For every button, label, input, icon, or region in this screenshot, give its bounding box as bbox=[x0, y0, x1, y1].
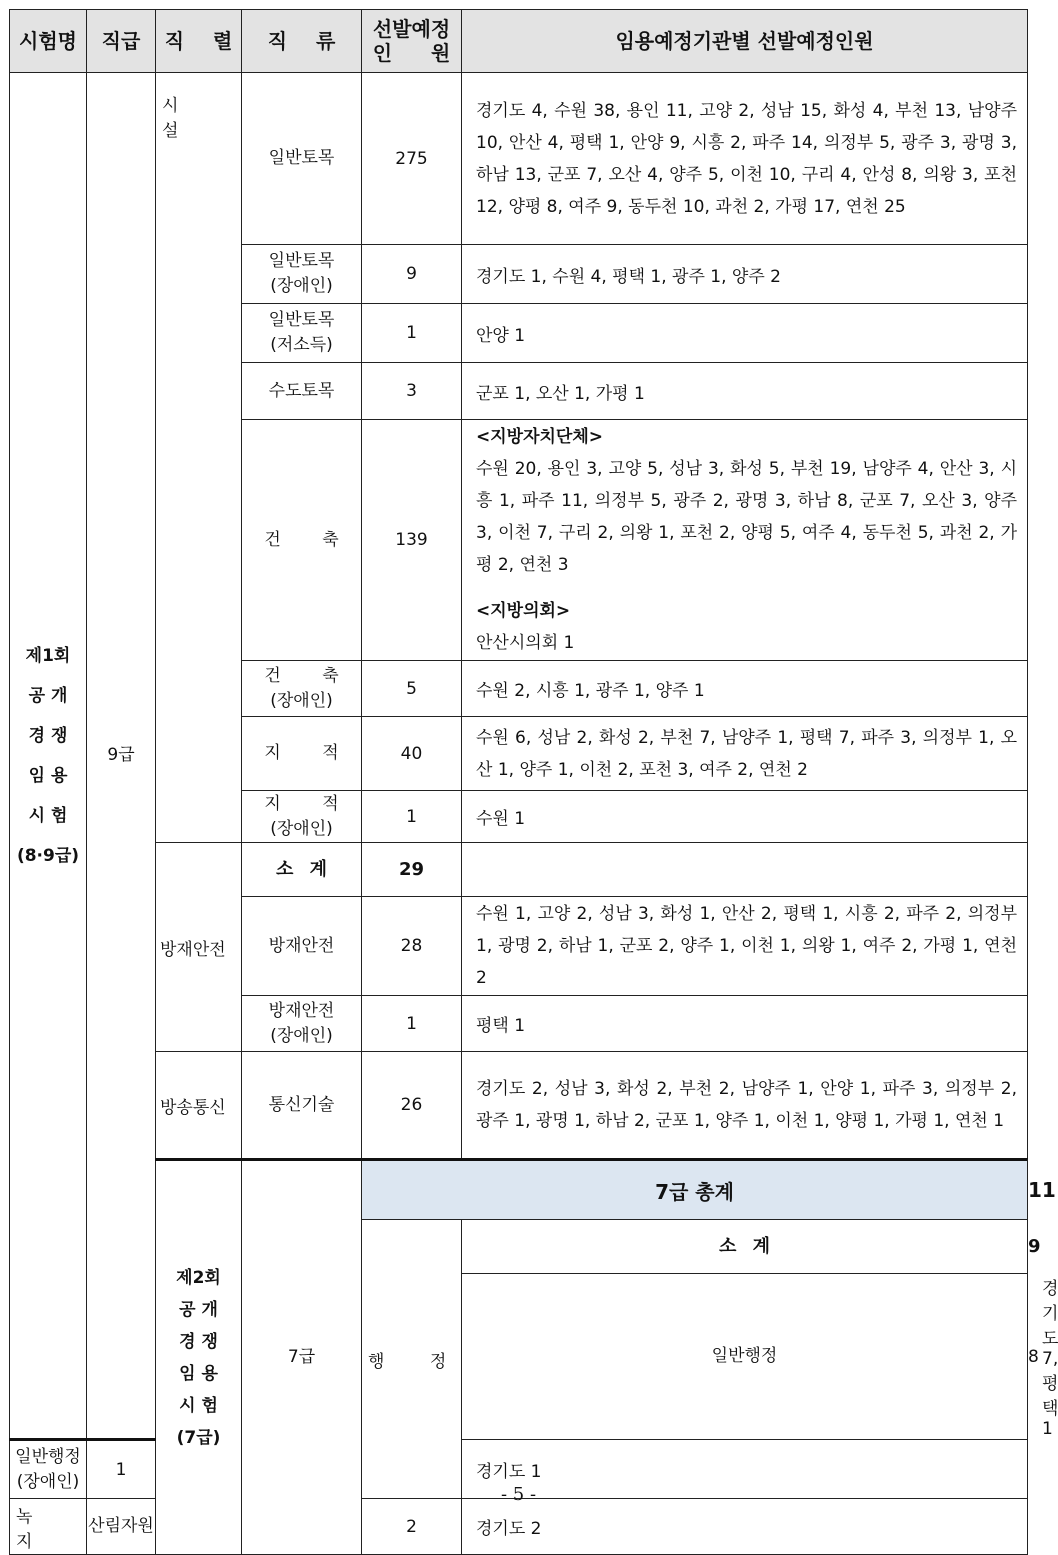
exam1-grade: 9급 bbox=[87, 73, 156, 1440]
civil-dis-name-1: 일반토목 bbox=[268, 251, 335, 271]
disaster-dis-name-1: 방재안전 bbox=[268, 1000, 335, 1021]
disaster-dis-name-2: (장애인) bbox=[270, 1025, 333, 1046]
arch-desc: 수원 20, 용인 3, 고양 5, 성남 3, 화성 5, 부천 19, 남양주 4, 안산 3, 시흥 1, 파주 11, 의정부 5, 광주 2, 광명 3, 하남 8, 군포 7, 오산 3, 양주 3, 이천 7, 구리 2, 의왕 1, 포천 2, 양평 5, 여주 4, 동두천 5, 과천 2, 가평 2, 연천 3 bbox=[476, 459, 1017, 575]
arch-heading-local: <지방자치단체> bbox=[476, 427, 604, 447]
exam2-label-6: (7급) bbox=[176, 1427, 221, 1448]
header-row bbox=[10, 10, 1028, 73]
row-civil bbox=[10, 73, 1028, 245]
exam1-label bbox=[10, 73, 87, 1440]
row-disaster-subtotal bbox=[10, 843, 1028, 897]
series-admin bbox=[362, 1220, 462, 1499]
exam2-label-2: 공 개 bbox=[179, 1299, 218, 1320]
survey-count: 40 bbox=[362, 717, 462, 791]
row-exam2-total: 제2회 공 개 경 쟁 임 용 시 험 (7급) 7급 7급 총계 11 bbox=[10, 1160, 1028, 1220]
water-desc: 군포 1, 오산 1, 가평 1 bbox=[462, 363, 1028, 420]
survey-dis-count: 1 bbox=[362, 791, 462, 843]
series-green bbox=[10, 1499, 87, 1555]
arch-heading-council: <지방의회> bbox=[476, 601, 571, 621]
disaster-dis-desc: 평택 1 bbox=[462, 996, 1028, 1052]
civil-dis-count: 9 bbox=[362, 245, 462, 304]
broadcast-count: 26 bbox=[362, 1052, 462, 1160]
exam2-total-label-text: 7급 총계 bbox=[655, 1179, 734, 1204]
survey-dis-name bbox=[242, 791, 362, 843]
arch-desc2: 안산시의회 1 bbox=[476, 633, 575, 653]
admin-name: 일반행정 bbox=[462, 1274, 1028, 1440]
series-disaster bbox=[156, 843, 242, 1052]
header-count-line2: 인 원 bbox=[372, 41, 451, 65]
broadcast-desc: 경기도 2, 성남 3, 화성 2, 부천 2, 남양주 1, 안양 1, 파주 3, 의정부 2, 광주 1, 광명 1, 하남 2, 군포 1, 양주 1, 이천 1, 양평 1, 가평 1, 연천 1 bbox=[462, 1052, 1028, 1160]
admin-dis-desc: 경기도 1 bbox=[462, 1440, 1028, 1499]
header-grade: 직급 bbox=[87, 10, 156, 73]
admin-dis-name-1: 일반행정 bbox=[15, 1446, 81, 1467]
disaster-subtotal-count: 29 bbox=[362, 843, 462, 897]
survey-dis-name-1: 지 적 bbox=[264, 793, 339, 814]
civil-dis-name-2: (장애인) bbox=[270, 276, 333, 296]
exam1-label-5: 시 험 bbox=[28, 805, 68, 826]
civil-desc: 경기도 4, 수원 38, 용인 11, 고양 2, 성남 15, 화성 4, 부천 13, 남양주 10, 안산 4, 평택 1, 안양 9, 시흥 2, 파주 14, 의정부 5, 광주 3, 광명 3, 하남 13, 군포 7, 오산 4, 양주 5, 이천 10, 구리 4, 안성 8, 의왕 3, 포천 12, 양평 8, 여주 9, 동두천 10, 과천 2, 가평 17, 연천 25 bbox=[462, 73, 1028, 245]
exam2-grade: 7급 bbox=[242, 1160, 362, 1555]
series-broadcast bbox=[156, 1052, 242, 1160]
disaster-desc: 수원 1, 고양 2, 성남 3, 화성 1, 안산 2, 평택 1, 시흥 2, 파주 2, 의정부 1, 광명 2, 하남 1, 군포 2, 양주 1, 이천 1, 의왕 1, 여주 2, 가평 1, 연천 2 bbox=[462, 897, 1028, 996]
survey-desc: 수원 6, 성남 2, 화성 2, 부천 7, 남양주 1, 평택 7, 파주 3, 의정부 1, 오산 1, 양주 1, 이천 2, 포천 3, 여주 2, 연천 2 bbox=[462, 717, 1028, 791]
civil-low-count: 1 bbox=[362, 304, 462, 363]
exam1-label-2: 공 개 bbox=[28, 685, 68, 706]
exam1-label-1: 제1회 bbox=[25, 645, 71, 666]
green-name: 산림자원 bbox=[87, 1499, 156, 1555]
water-name: 수도토목 bbox=[242, 363, 362, 420]
exam2-label-3: 경 쟁 bbox=[179, 1331, 218, 1352]
arch-dis-name-2: (장애인) bbox=[270, 690, 333, 711]
green-desc: 경기도 2 bbox=[462, 1499, 1028, 1555]
header-class: 직 류 bbox=[242, 10, 362, 73]
series-green-label: 녹 지 bbox=[16, 1506, 33, 1552]
exam1-label-6: (8·9급) bbox=[16, 845, 80, 866]
header-series: 직 렬 bbox=[156, 10, 242, 73]
disaster-dis-count: 1 bbox=[362, 996, 462, 1052]
recruitment-table bbox=[9, 9, 1058, 1555]
row-broadcast bbox=[10, 1052, 1028, 1160]
civil-dis-name bbox=[242, 245, 362, 304]
arch-count: 139 bbox=[362, 420, 462, 661]
series-disaster-label: 방재안전 bbox=[160, 939, 226, 960]
disaster-subtotal-label: 소 계 bbox=[242, 843, 362, 897]
survey-dis-name-2: (장애인) bbox=[270, 818, 333, 839]
row-admin: 일반행정 8 경기도 7, 평택 1 bbox=[10, 1274, 1028, 1440]
admin-dis-count: 1 bbox=[87, 1440, 156, 1499]
broadcast-name: 통신기술 bbox=[242, 1052, 362, 1160]
exam2-label-4: 임 용 bbox=[179, 1363, 218, 1384]
civil-dis-desc: 경기도 1, 수원 4, 평택 1, 광주 1, 양주 2 bbox=[462, 245, 1028, 304]
admin-subtotal-label: 소 계 bbox=[462, 1220, 1028, 1274]
civil-low-desc: 안양 1 bbox=[462, 304, 1028, 363]
disaster-dis-name bbox=[242, 996, 362, 1052]
civil-low-name bbox=[242, 304, 362, 363]
header-count-line1: 선발예정 bbox=[372, 17, 451, 41]
series-facility bbox=[156, 73, 242, 843]
page-number: - 5 - bbox=[500, 1484, 537, 1505]
survey-name: 지 적 bbox=[242, 717, 362, 791]
arch-dis-desc: 수원 2, 시흥 1, 광주 1, 양주 1 bbox=[462, 661, 1028, 717]
civil-low-name-1: 일반토목 bbox=[268, 310, 335, 330]
survey-dis-desc: 수원 1 bbox=[462, 791, 1028, 843]
exam2-total-label bbox=[362, 1160, 1028, 1220]
civil-low-name-2: (저소득) bbox=[270, 335, 333, 355]
exam1-label-3: 경 쟁 bbox=[28, 725, 68, 746]
civil-name: 일반토목 bbox=[242, 73, 362, 245]
row-admin-subtotal: 행 정 소 계 9 bbox=[10, 1220, 1028, 1274]
series-facility-label: 시 설 bbox=[162, 96, 179, 141]
exam2-label-1: 제2회 bbox=[176, 1267, 221, 1288]
series-admin-label: 행 정 bbox=[368, 1351, 447, 1372]
header-count bbox=[362, 10, 462, 73]
green-count: 2 bbox=[362, 1499, 462, 1555]
exam2-label-5: 시 험 bbox=[179, 1395, 218, 1416]
series-broadcast-label: 방송통신 bbox=[160, 1097, 226, 1118]
header-exam: 시험명 bbox=[10, 10, 87, 73]
disaster-name: 방재안전 bbox=[242, 897, 362, 996]
civil-count: 275 bbox=[362, 73, 462, 245]
arch-dis-name bbox=[242, 661, 362, 717]
arch-dis-name-1: 건 축 bbox=[264, 665, 339, 686]
admin-dis-name-2: (장애인) bbox=[16, 1471, 80, 1492]
arch-dis-count: 5 bbox=[362, 661, 462, 717]
disaster-count: 28 bbox=[362, 897, 462, 996]
arch-name: 건 축 bbox=[242, 420, 362, 661]
water-count: 3 bbox=[362, 363, 462, 420]
header-agencies: 임용예정기관별 선발예정인원 bbox=[462, 10, 1028, 73]
exam1-label-4: 임 용 bbox=[28, 765, 68, 786]
disaster-subtotal-empty bbox=[462, 843, 1028, 897]
arch-desc-cell bbox=[462, 420, 1028, 661]
